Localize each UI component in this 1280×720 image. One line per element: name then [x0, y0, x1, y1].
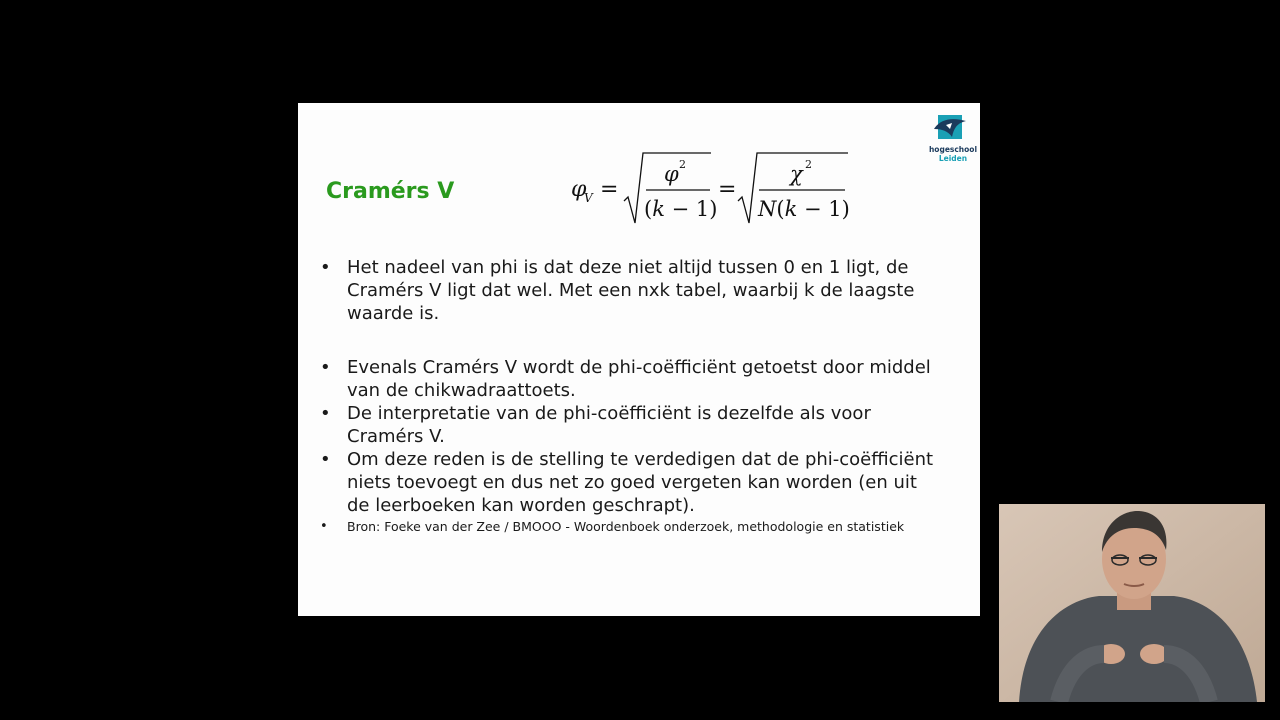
presenter-video-thumbnail [999, 504, 1265, 702]
bullet-dot: • [320, 519, 328, 534]
bullet-item [320, 448, 940, 517]
bullet-dot: • [320, 257, 331, 278]
svg-text:χ: χ [790, 162, 803, 186]
svg-text:V: V [584, 191, 593, 205]
svg-text:N(k − 1): N(k − 1) [758, 197, 850, 221]
presenter-video-icon [999, 504, 1265, 702]
svg-text:φ: φ [664, 162, 679, 186]
bullet-text: Evenals Cramérs V wordt de phi-coëfficiënt getoetst door middel van de chikwadraattoets. [347, 357, 931, 401]
svg-text:=: = [718, 177, 737, 202]
presentation-slide [298, 103, 980, 616]
logo-text-hogeschool: hogeschool [928, 145, 978, 154]
logo-mark-icon [932, 113, 968, 143]
svg-text:φ: φ [571, 177, 587, 202]
bullet-list [320, 256, 940, 535]
bullet-item [320, 256, 940, 325]
logo-text-leiden: Leiden [938, 154, 968, 163]
slide-title: Cramérs V [326, 179, 455, 204]
source-text: Bron: Foeke van der Zee / BMOOO - Woordenboek onderzoek, methodologie en statistiek [347, 519, 905, 534]
bullet-item [320, 356, 940, 402]
svg-text:(k − 1): (k − 1) [644, 197, 718, 221]
svg-text:2: 2 [805, 158, 812, 171]
hogeschool-leiden-logo [928, 111, 978, 167]
bullet-item [320, 402, 940, 448]
source-note [320, 519, 940, 535]
bullet-dot: • [320, 357, 331, 378]
bullet-dot: • [320, 403, 331, 424]
bullet-text: Het nadeel van phi is dat deze niet altijd tussen 0 en 1 ligt, de Cramérs V ligt dat wel. Met een nxk tabel, waarbij k de laagste waarde is. [347, 257, 915, 324]
bullet-text: De interpretatie van de phi-coëfficiënt is dezelfde als voor Cramérs V. [347, 403, 871, 447]
svg-text:2: 2 [679, 158, 686, 171]
bullet-text: Om deze reden is de stelling te verdedigen dat de phi-coëfficiënt niets toevoegt en dus net zo goed vergeten kan worden (en uit de leerboeken kan worden geschrapt). [347, 449, 934, 516]
bullet-dot: • [320, 449, 331, 470]
svg-text:=: = [600, 177, 619, 202]
cramers-v-formula [568, 143, 858, 233]
